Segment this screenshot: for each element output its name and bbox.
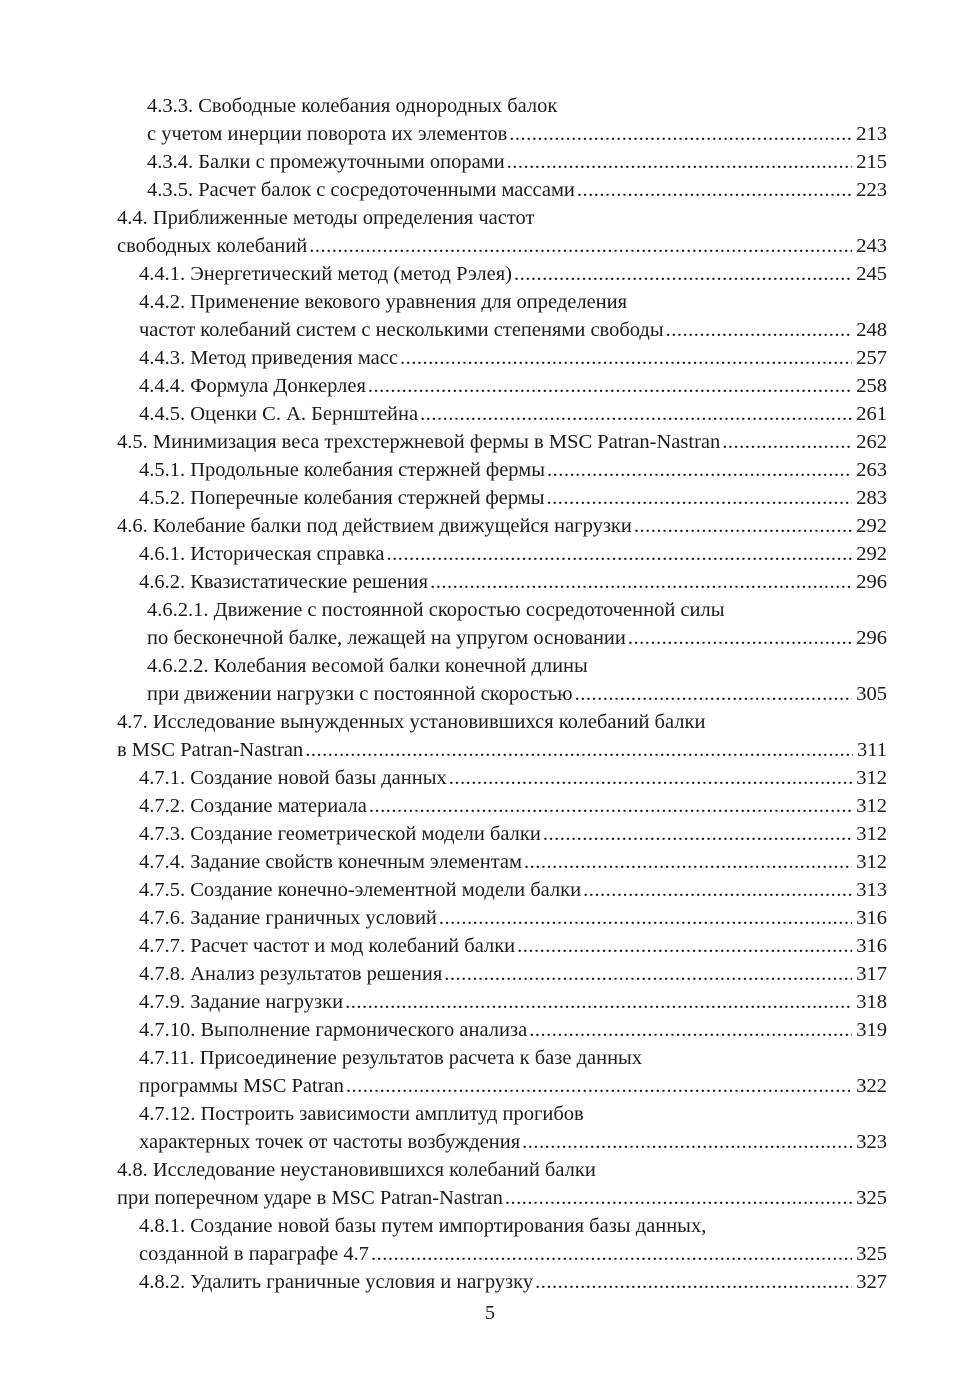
toc-page-number: 318 xyxy=(856,991,887,1013)
toc-page-number: 312 xyxy=(856,851,887,873)
toc-entry xyxy=(117,92,887,148)
dot-leader xyxy=(309,232,852,260)
toc-entry-last-line xyxy=(117,512,887,540)
toc-page-number: 311 xyxy=(857,739,887,761)
dot-leader xyxy=(535,1268,852,1296)
toc-page-number: 243 xyxy=(856,235,887,257)
toc-page-number: 258 xyxy=(856,375,887,397)
toc-entry xyxy=(117,1156,887,1212)
dot-leader xyxy=(575,680,853,708)
toc-entry-last-line xyxy=(139,932,887,960)
toc-page-number: 263 xyxy=(856,459,887,481)
toc-entry xyxy=(117,1016,887,1044)
dot-leader xyxy=(371,1240,852,1268)
toc-entry-title-line: 4.7.1. Создание новой базы данных xyxy=(139,767,447,789)
toc-entry-last-line xyxy=(139,1268,887,1296)
toc-entry-title-line: 4.7.2. Создание материала xyxy=(139,795,367,817)
dot-leader xyxy=(628,624,852,652)
toc-page-number: 319 xyxy=(856,1019,887,1041)
dot-leader xyxy=(509,120,852,148)
toc-page-number: 312 xyxy=(856,767,887,789)
toc-entry-last-line xyxy=(139,316,887,344)
toc-entry-title-line: 4.7.12. Построить зависимости амплитуд прогибов xyxy=(139,1103,584,1125)
toc-entry-title-line: частот колебаний систем с несколькими степенями свободы xyxy=(139,319,664,341)
toc-entry-title-line: 4.7.10. Выполнение гармонического анализа xyxy=(139,1019,528,1041)
toc-page-number: 248 xyxy=(856,319,887,341)
toc-entry-title-line: 4.4.4. Формула Донкерлея xyxy=(139,375,366,397)
toc-entry-last-line xyxy=(139,792,887,820)
toc-entry xyxy=(117,484,887,512)
toc-page-number: 325 xyxy=(856,1243,887,1265)
toc-entry xyxy=(117,1212,887,1268)
toc-entry-title-line: 4.4.5. Оценки С. А. Бернштейна xyxy=(139,403,419,425)
toc-page-number: 283 xyxy=(856,487,887,509)
toc-page-number: 313 xyxy=(856,879,887,901)
toc-entry-title-line: 4.4.1. Энергетический метод (метод Рэлея) xyxy=(139,263,513,285)
toc-page-number: 327 xyxy=(856,1271,887,1293)
toc-entry-title-line: 4.7.5. Создание конечно-элементной модели балки xyxy=(139,879,582,901)
toc-entry-title-line: 4.6.1. Историческая справка xyxy=(139,543,385,565)
toc-entry xyxy=(117,708,887,764)
toc-entry xyxy=(117,148,887,176)
toc-entry xyxy=(117,344,887,372)
toc-entry-last-line xyxy=(139,848,887,876)
toc-entry xyxy=(117,1044,887,1100)
toc-entry xyxy=(117,456,887,484)
toc-entry-title-line: 4.8.1. Создание новой базы путем импортирования базы данных, xyxy=(139,1215,707,1237)
toc-entry-title-line: 4.3.5. Расчет балок с сосредоточенными массами xyxy=(147,179,575,201)
toc-entry-title-line: с учетом инерции поворота их элементов xyxy=(147,123,508,145)
toc-entry-last-line xyxy=(139,456,887,484)
dot-leader xyxy=(346,1072,852,1100)
toc-page-number: 322 xyxy=(856,1075,887,1097)
dot-leader xyxy=(666,316,853,344)
toc-entry xyxy=(117,512,887,540)
toc-entry xyxy=(117,1268,887,1296)
toc-entry-title-line: 4.7.8. Анализ результатов решения xyxy=(139,963,443,985)
toc-entry xyxy=(117,288,887,344)
toc-entry xyxy=(117,848,887,876)
toc-entry-last-line xyxy=(139,1016,887,1044)
toc-page-number: 325 xyxy=(856,1187,887,1209)
toc-entry-title-line: свободных колебаний xyxy=(117,235,308,257)
dot-leader xyxy=(524,848,852,876)
toc-page-number: 292 xyxy=(856,515,887,537)
toc-entry-title-line: 4.3.4. Балки с промежуточными опорами xyxy=(147,151,505,173)
dot-leader xyxy=(505,1184,852,1212)
dot-leader xyxy=(345,988,852,1016)
toc-entry xyxy=(117,820,887,848)
toc-entry xyxy=(117,596,887,652)
toc-entry-last-line xyxy=(139,344,887,372)
toc-entry-title-line: 4.4.2. Применение векового уравнения для определения xyxy=(139,291,628,313)
toc-entry-title-line: 4.6.2. Квазистатические решения xyxy=(139,571,429,593)
toc-entry-title-line: 4.6.2.1. Движение с постоянной скоростью сосредоточенной силы xyxy=(147,599,725,621)
toc-entry-last-line xyxy=(147,176,887,204)
toc-entry-last-line xyxy=(139,764,887,792)
toc-entry-last-line xyxy=(117,736,887,764)
toc-entry-last-line xyxy=(139,540,887,568)
toc-page-number: 296 xyxy=(856,571,887,593)
toc-entry-last-line xyxy=(139,876,887,904)
toc-entry-title-line: 4.6. Колебание балки под действием движущейся нагрузки xyxy=(117,515,632,537)
toc-entry-title-line: 4.7. Исследование вынужденных установившихся колебаний балки xyxy=(117,711,706,733)
toc-page-number: 296 xyxy=(856,627,887,649)
toc-entry-last-line xyxy=(147,120,887,148)
toc-page-number: 213 xyxy=(856,123,887,145)
dot-leader xyxy=(522,1128,852,1156)
dot-leader xyxy=(386,540,852,568)
toc-entry-title-line: 4.8. Исследование неустановившихся колебаний балки xyxy=(117,1159,596,1181)
toc-entry-last-line xyxy=(139,568,887,596)
toc-entry-last-line xyxy=(139,1128,887,1156)
dot-leader xyxy=(369,792,852,820)
page-number: 5 xyxy=(485,1302,495,1324)
toc-page-number: 245 xyxy=(856,263,887,285)
toc-entry-last-line xyxy=(117,428,887,456)
dot-leader xyxy=(449,764,853,792)
toc-entry-last-line xyxy=(147,148,887,176)
toc-page-number: 316 xyxy=(856,935,887,957)
toc-entry xyxy=(117,540,887,568)
dot-leader xyxy=(439,904,852,932)
toc-entry-title-line: 4.7.11. Присоединение результатов расчета к базе данных xyxy=(139,1047,643,1069)
toc-page-number: 261 xyxy=(856,403,887,425)
toc-entry-last-line xyxy=(139,988,887,1016)
dot-leader xyxy=(430,568,852,596)
toc-entry-last-line xyxy=(117,1184,887,1212)
toc-entry xyxy=(117,764,887,792)
dot-leader xyxy=(517,932,852,960)
dot-leader xyxy=(547,484,853,512)
toc-entry xyxy=(117,1100,887,1156)
toc-entry-last-line xyxy=(139,260,887,288)
toc-entry-title-line: программы MSC Patran xyxy=(139,1075,344,1097)
toc-entry-last-line xyxy=(139,1240,887,1268)
dot-leader xyxy=(514,260,852,288)
toc-entry-last-line xyxy=(139,1072,887,1100)
toc-entry-last-line xyxy=(139,960,887,988)
toc-entry-last-line xyxy=(139,400,887,428)
toc-entry-title-line: характерных точек от частоты возбуждения xyxy=(139,1131,521,1153)
toc-entry-last-line xyxy=(139,484,887,512)
toc-entry xyxy=(117,792,887,820)
toc-page-number: 292 xyxy=(856,543,887,565)
dot-leader xyxy=(400,344,852,372)
dot-leader xyxy=(507,148,853,176)
toc-entry-title-line: 4.4. Приближенные методы определения частот xyxy=(117,207,535,229)
toc-entry xyxy=(117,260,887,288)
toc-entry-title-line: по бесконечной балке, лежащей на упругом основании xyxy=(147,627,626,649)
toc-page-number: 316 xyxy=(856,907,887,929)
dot-leader xyxy=(305,736,853,764)
toc-entry xyxy=(117,400,887,428)
toc-entry-title-line: 4.8.2. Удалить граничные условия и нагрузку xyxy=(139,1271,534,1293)
table-of-contents xyxy=(117,92,887,1296)
dot-leader xyxy=(583,876,852,904)
toc-entry xyxy=(117,176,887,204)
toc-entry-last-line xyxy=(117,232,887,260)
dot-leader xyxy=(634,512,852,540)
toc-entry xyxy=(117,932,887,960)
toc-entry-title-line: 4.4.3. Метод приведения масс xyxy=(139,347,398,369)
toc-entry-title-line: 4.5.1. Продольные колебания стержней фермы xyxy=(139,459,545,481)
toc-entry-title-line: 4.7.7. Расчет частот и мод колебаний балки xyxy=(139,935,516,957)
dot-leader xyxy=(420,400,852,428)
toc-entry-title-line: 4.7.6. Задание граничных условий xyxy=(139,907,437,929)
toc-page-number: 317 xyxy=(856,963,887,985)
toc-entry-title-line: 4.5.2. Поперечные колебания стержней фермы xyxy=(139,487,545,509)
toc-page-number: 262 xyxy=(856,431,887,453)
dot-leader xyxy=(444,960,852,988)
toc-entry xyxy=(117,204,887,260)
dot-leader xyxy=(368,372,852,400)
toc-entry-title-line: при движении нагрузки с постоянной скоростью xyxy=(147,683,573,705)
toc-entry-title-line: 4.6.2.2. Колебания весомой балки конечной длины xyxy=(147,655,588,677)
toc-entry xyxy=(117,568,887,596)
toc-entry xyxy=(117,428,887,456)
toc-entry-last-line xyxy=(147,680,887,708)
toc-entry-last-line xyxy=(147,624,887,652)
dot-leader xyxy=(577,176,852,204)
toc-entry xyxy=(117,876,887,904)
toc-entry-last-line xyxy=(139,820,887,848)
toc-entry-last-line xyxy=(139,372,887,400)
toc-page-number: 323 xyxy=(856,1131,887,1153)
toc-page-number: 257 xyxy=(856,347,887,369)
toc-entry-title-line: 4.7.9. Задание нагрузки xyxy=(139,991,344,1013)
toc-page-number: 312 xyxy=(856,795,887,817)
dot-leader xyxy=(543,820,852,848)
toc-page-number: 305 xyxy=(856,683,887,705)
toc-entry xyxy=(117,372,887,400)
toc-entry-title-line: 4.7.3. Создание геометрической модели балки xyxy=(139,823,541,845)
toc-entry-title-line: 4.3.3. Свободные колебания однородных балок xyxy=(147,95,558,117)
toc-entry xyxy=(117,904,887,932)
dot-leader xyxy=(722,428,852,456)
toc-entry xyxy=(117,652,887,708)
dot-leader xyxy=(547,456,852,484)
toc-entry-title-line: созданной в параграфе 4.7 xyxy=(139,1243,370,1265)
toc-entry xyxy=(117,960,887,988)
toc-entry xyxy=(117,988,887,1016)
toc-entry-title-line: 4.5. Минимизация веса трехстержневой фермы в MSC Patran-Nastran xyxy=(117,431,721,453)
toc-entry-title-line: в MSC Patran-Nastran xyxy=(117,739,304,761)
toc-page-number: 223 xyxy=(856,179,887,201)
toc-page-number: 312 xyxy=(856,823,887,845)
toc-page-number: 215 xyxy=(856,151,887,173)
dot-leader xyxy=(529,1016,852,1044)
toc-entry-title-line: при поперечном ударе в MSC Patran-Nastran xyxy=(117,1187,503,1209)
toc-entry-last-line xyxy=(139,904,887,932)
toc-entry-title-line: 4.7.4. Задание свойств конечным элементам xyxy=(139,851,522,873)
